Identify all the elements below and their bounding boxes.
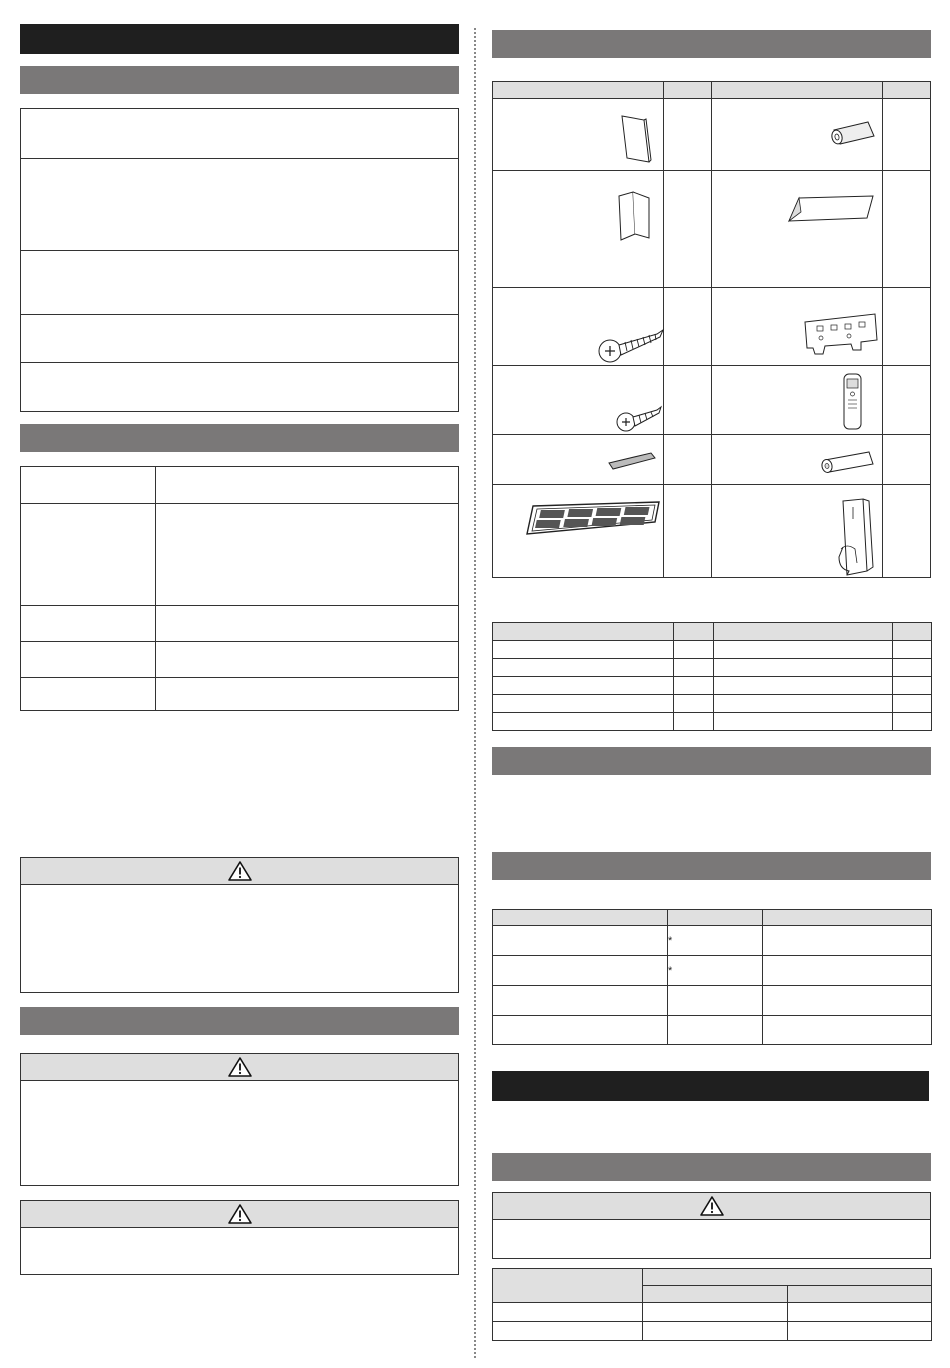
tape-roll-icon — [826, 120, 878, 148]
felt-strip-icon — [607, 450, 657, 472]
chapter-title-bar — [492, 1071, 929, 1101]
remote-holder-icon — [833, 497, 877, 577]
notice-stack — [20, 108, 459, 412]
main-title-bar — [20, 24, 459, 54]
table-row — [493, 926, 932, 956]
table-row — [493, 1016, 932, 1045]
warning-box-4-header — [493, 1193, 930, 1220]
section-header-1 — [20, 66, 459, 94]
table-header-row — [493, 623, 932, 641]
folded-leaflet-icon — [615, 190, 653, 242]
air-filter-icon — [523, 500, 665, 540]
table-row — [493, 713, 932, 731]
table-row — [493, 1303, 932, 1322]
warning-box-3-header — [21, 1201, 458, 1228]
table-row — [493, 677, 932, 695]
warning-triangle-icon — [227, 860, 253, 882]
section-header-accessories — [492, 30, 931, 58]
section-header-4 — [492, 747, 931, 775]
warning-box-1 — [20, 857, 459, 993]
warning-triangle-icon — [227, 1203, 253, 1225]
accessories-table — [492, 81, 931, 578]
section-header-2 — [20, 424, 459, 452]
warning-box-1-header — [21, 858, 458, 885]
spec-table — [492, 909, 932, 1045]
tapping-screw-icon — [597, 326, 665, 364]
table-row — [493, 695, 932, 713]
parts-list-table — [492, 622, 932, 731]
asterisk-mark: * — [668, 956, 763, 986]
two-column-table — [20, 466, 459, 711]
section-header-3 — [20, 1007, 459, 1035]
table-row — [493, 956, 932, 986]
warning-box-3 — [20, 1200, 459, 1275]
booklet-icon — [619, 114, 653, 164]
mounting-plate-icon — [801, 310, 881, 358]
section-header-5 — [492, 852, 931, 880]
adhesive-sheet-icon — [787, 194, 875, 224]
warning-triangle-icon — [699, 1195, 725, 1217]
asterisk-mark: * — [668, 926, 763, 956]
table-header-row — [493, 910, 932, 926]
column-divider — [474, 28, 476, 1358]
section-header-6 — [492, 1153, 931, 1181]
table-header-row — [493, 1269, 932, 1286]
table-row — [493, 641, 932, 659]
battery-icon — [815, 450, 879, 478]
warning-box-2 — [20, 1053, 459, 1186]
bottom-table — [492, 1268, 932, 1341]
warning-box-4 — [492, 1192, 931, 1259]
table-row — [493, 659, 932, 677]
warning-box-2-header — [21, 1054, 458, 1081]
warning-triangle-icon — [227, 1056, 253, 1078]
table-row — [493, 986, 932, 1016]
remote-control-icon — [841, 372, 865, 432]
table-row — [493, 1322, 932, 1341]
short-screw-icon — [615, 404, 663, 434]
